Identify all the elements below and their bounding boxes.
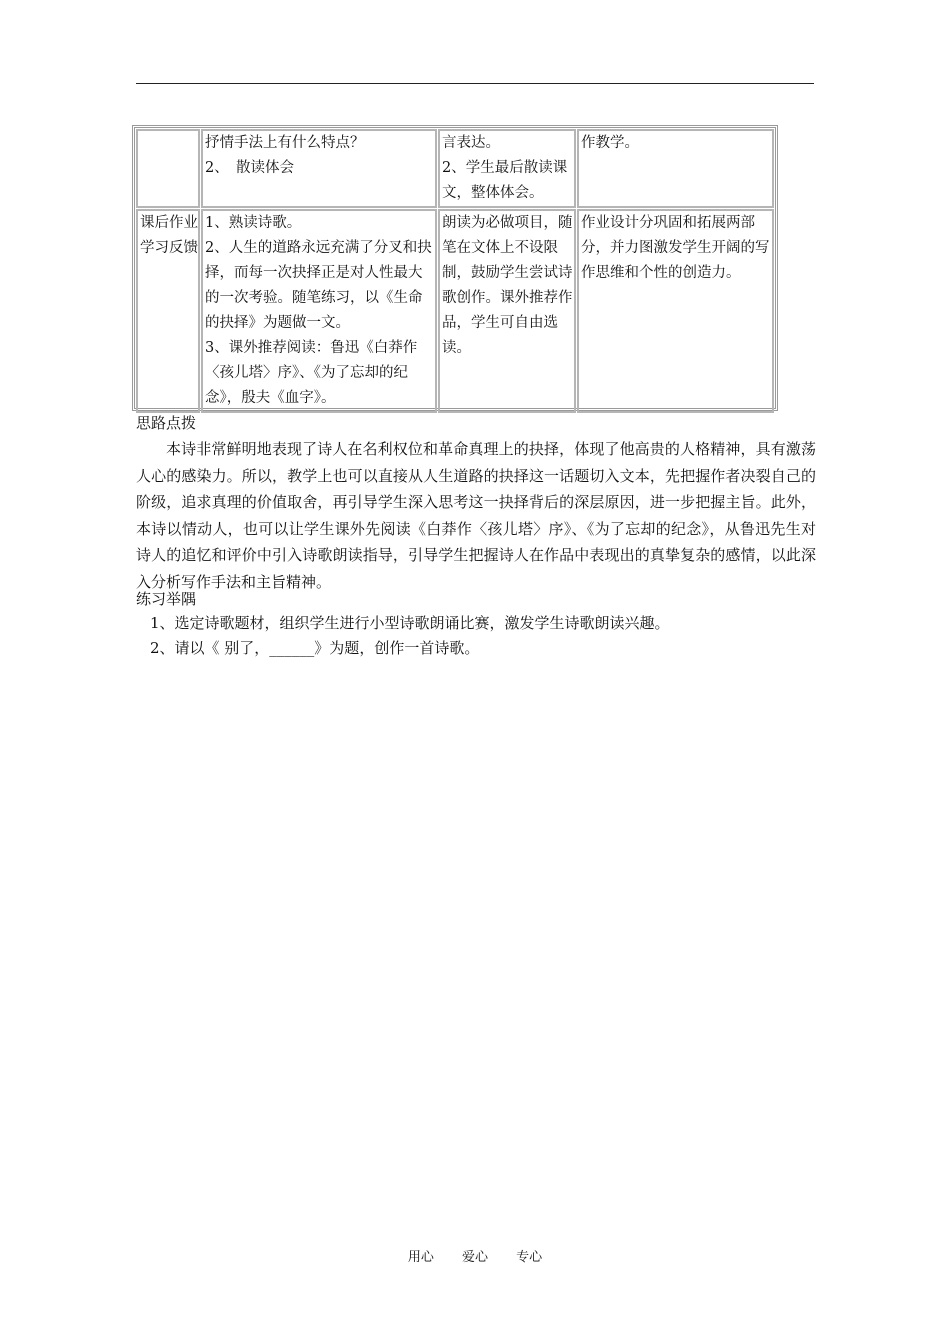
practice-item: 1、选定诗歌题材，组织学生进行小型诗歌朗诵比赛，激发学生诗歌朗读兴趣。 — [150, 614, 670, 632]
footer-word: 爱心 — [461, 1250, 488, 1265]
row-label-cell: 课后作业学习反馈 — [136, 209, 200, 413]
practice-heading: 练习举隅 — [136, 590, 197, 608]
teaching-content-cell: 1、熟读诗歌。 2、人生的道路永远充满了分叉和抉择，而每一次抉择正是对人性最大的一次考验。随笔练习，以《生命的抉择》为题做一文。 3、课外推荐阅读：鲁迅《白莽作〈孩儿塔〉序》、《为了忘却的纪念》，殷夫《血字》。 — [201, 209, 437, 413]
row-label-cell — [136, 129, 200, 208]
teaching-content-cell: 抒情手法上有什么特点？ 2、 散读体会 — [201, 129, 437, 208]
page-footer — [0, 1246, 950, 1265]
lesson-plan-table — [132, 125, 778, 411]
design-intent-cell: 作业设计分巩固和拓展两部分，并力图激发学生开阔的写作思维和个性的创造力。 — [577, 209, 774, 413]
header-rule — [136, 83, 814, 84]
guide-paragraph: 本诗非常鲜明地表现了诗人在名利权位和革命真理上的抉择，体现了他高贵的人格精神，具有激荡人心的感染力。所以，教学上也可以直接从人生道路的抉择这一话题切入文本，先把握作者决裂自己的阶级，追求真理的价值取舍，再引导学生深入思考这一抉择背后的深层原因，进一步把握主旨。此外，本诗以情动人，也可以让学生课外先阅读《白莽作〈孩儿塔〉序》、《为了忘却的纪念》，从鲁迅先生对诗人的追忆和评价中引入诗歌朗读指导，引导学生把握诗人在作品中表现出的真挚复杂的感情，以此深入分析写作手法和主旨精神。 — [136, 440, 816, 591]
practice-item: 2、请以《 别了，______》为题，创作一首诗歌。 — [150, 639, 480, 657]
table-row — [136, 209, 774, 413]
student-activity-cell: 言表达。 2、学生最后散读课文，整体体会。 — [438, 129, 576, 208]
guide-heading: 思路点拨 — [136, 414, 197, 432]
design-intent-cell: 作教学。 — [577, 129, 774, 208]
footer-word: 专心 — [516, 1250, 543, 1265]
table-row — [136, 129, 774, 208]
footer-word: 用心 — [407, 1250, 434, 1265]
student-activity-cell: 朗读为必做项目，随笔在文体上不设限制，鼓励学生尝试诗歌创作。课外推荐作品，学生可自由选读。 — [438, 209, 576, 413]
